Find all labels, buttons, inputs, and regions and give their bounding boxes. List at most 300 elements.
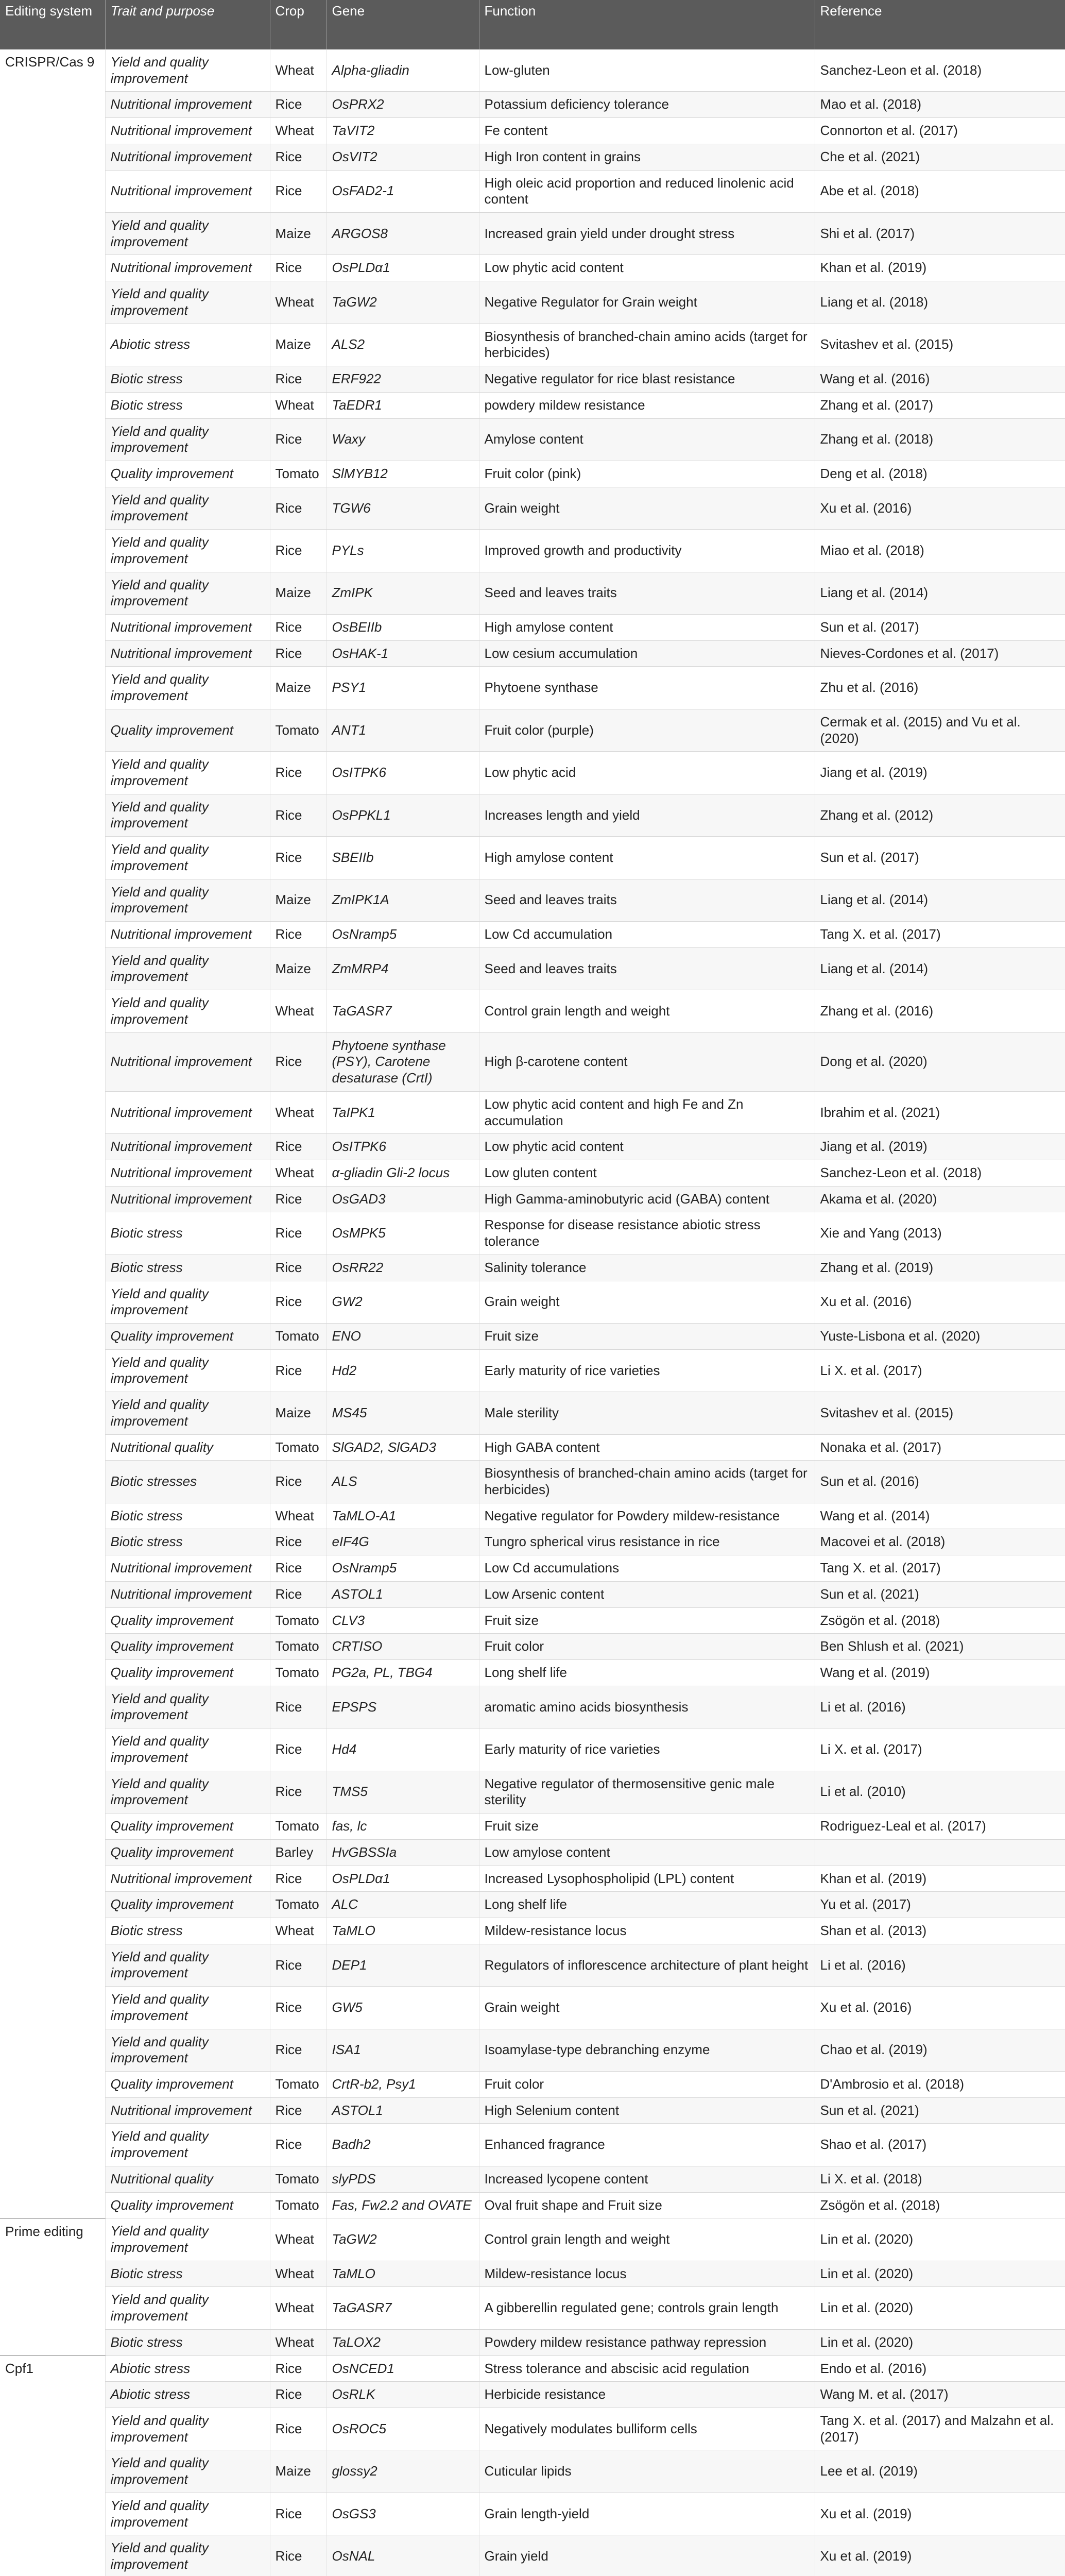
- trait-cell: Quality improvement: [105, 1892, 270, 1918]
- function-cell: High GABA content: [479, 1434, 815, 1461]
- reference-cell[interactable]: Sun et al. (2017): [815, 614, 1065, 640]
- reference-cell[interactable]: Xu et al. (2019): [815, 2493, 1065, 2535]
- reference-cell[interactable]: Wang et al. (2014): [815, 1503, 1065, 1529]
- trait-cell: Yield and quality improvement: [105, 49, 270, 92]
- crop-cell: Rice: [270, 794, 327, 836]
- function-cell: Increased lycopene content: [479, 2166, 815, 2192]
- reference-cell[interactable]: Xu et al. (2016): [815, 487, 1065, 529]
- crop-cell: Wheat: [270, 49, 327, 92]
- trait-cell: Yield and quality improvement: [105, 2408, 270, 2450]
- reference-cell[interactable]: Li et al. (2016): [815, 1686, 1065, 1728]
- crop-cell: Rice: [270, 752, 327, 794]
- reference-cell[interactable]: Khan et al. (2019): [815, 1866, 1065, 1892]
- trait-cell: Yield and quality improvement: [105, 1686, 270, 1728]
- trait-cell: Quality improvement: [105, 1323, 270, 1349]
- reference-cell[interactable]: Liang et al. (2018): [815, 281, 1065, 324]
- function-cell: Low cesium accumulation: [479, 640, 815, 667]
- table-row: [0, 572, 1065, 614]
- gene-cell: TMS5: [327, 1771, 479, 1813]
- crop-cell: Tomato: [270, 2071, 327, 2097]
- reference-cell[interactable]: [815, 1839, 1065, 1866]
- trait-cell: Nutritional improvement: [105, 922, 270, 948]
- table-row: [0, 2097, 1065, 2124]
- trait-cell: Biotic stress: [105, 2329, 270, 2355]
- crop-cell: Wheat: [270, 281, 327, 324]
- trait-cell: Nutritional improvement: [105, 1160, 270, 1186]
- gene-cell: GW2: [327, 1281, 479, 1323]
- table-row: [0, 1581, 1065, 1607]
- reference-cell[interactable]: Lin et al. (2020): [815, 2261, 1065, 2287]
- crop-cell: Maize: [270, 324, 327, 366]
- crop-cell: Tomato: [270, 1323, 327, 1349]
- crop-cell: Wheat: [270, 1503, 327, 1529]
- reference-cell[interactable]: Zhang et al. (2016): [815, 990, 1065, 1032]
- reference-cell[interactable]: Miao et al. (2018): [815, 530, 1065, 572]
- function-cell: Increased Lysophospholipid (LPL) content: [479, 1866, 815, 1892]
- table-row: [0, 118, 1065, 144]
- reference-cell[interactable]: Li et al. (2016): [815, 1944, 1065, 1986]
- reference-cell[interactable]: Li X. et al. (2017): [815, 1349, 1065, 1392]
- table-row: [0, 667, 1065, 709]
- reference-cell[interactable]: Cermak et al. (2015) and Vu et al. (2020): [815, 709, 1065, 751]
- crop-cell: Rice: [270, 2493, 327, 2535]
- reference-cell[interactable]: Deng et al. (2018): [815, 461, 1065, 487]
- table-row: [0, 487, 1065, 529]
- crop-cell: Rice: [270, 144, 327, 170]
- function-cell: High Gamma-aminobutyric acid (GABA) content: [479, 1186, 815, 1212]
- reference-cell[interactable]: Connorton et al. (2017): [815, 118, 1065, 144]
- gene-cell: OsITPK6: [327, 1134, 479, 1160]
- function-cell: Fruit size: [479, 1607, 815, 1634]
- crop-cell: Rice: [270, 1944, 327, 1986]
- table-row: [0, 170, 1065, 212]
- table-row: [0, 255, 1065, 281]
- crop-cell: Rice: [270, 1529, 327, 1555]
- crop-cell: Rice: [270, 418, 327, 461]
- function-cell: Response for disease resistance abiotic stress tolerance: [479, 1212, 815, 1255]
- editing-system-cell: Prime editing: [0, 2218, 105, 2355]
- gene-cell: TaMLO-A1: [327, 1503, 479, 1529]
- gene-cell: α-gliadin Gli-2 locus: [327, 1160, 479, 1186]
- trait-cell: Yield and quality improvement: [105, 2535, 270, 2576]
- table-row: [0, 1186, 1065, 1212]
- reference-cell[interactable]: Mao et al. (2018): [815, 92, 1065, 118]
- crop-cell: Tomato: [270, 1892, 327, 1918]
- reference-cell[interactable]: Lee et al. (2019): [815, 2450, 1065, 2493]
- trait-cell: Yield and quality improvement: [105, 794, 270, 836]
- gene-cell: slyPDS: [327, 2166, 479, 2192]
- trait-cell: Quality improvement: [105, 709, 270, 751]
- trait-cell: Biotic stress: [105, 1503, 270, 1529]
- trait-cell: Biotic stress: [105, 366, 270, 393]
- reference-cell[interactable]: Li X. et al. (2017): [815, 1728, 1065, 1771]
- gene-cell: Phytoene synthase (PSY), Carotene desaturase (CrtI): [327, 1032, 479, 1091]
- function-cell: Long shelf life: [479, 1660, 815, 1686]
- table-row: [0, 1461, 1065, 1503]
- gene-cell: TaVIT2: [327, 118, 479, 144]
- table-row: [0, 990, 1065, 1032]
- crop-cell: Rice: [270, 2355, 327, 2382]
- crop-cell: Rice: [270, 1987, 327, 2029]
- trait-cell: Yield and quality improvement: [105, 1944, 270, 1986]
- gene-cell: OsRR22: [327, 1255, 479, 1281]
- crop-cell: Wheat: [270, 1091, 327, 1133]
- gene-cell: ASTOL1: [327, 2097, 479, 2124]
- reference-cell[interactable]: Ben Shlush et al. (2021): [815, 1634, 1065, 1660]
- gene-cell: OsNramp5: [327, 922, 479, 948]
- gene-cell: PG2a, PL, TBG4: [327, 1660, 479, 1686]
- function-cell: High Selenium content: [479, 2097, 815, 2124]
- crop-cell: Rice: [270, 530, 327, 572]
- function-cell: Mildew-resistance locus: [479, 1918, 815, 1944]
- table-row: [0, 1728, 1065, 1771]
- crop-cell: Rice: [270, 1032, 327, 1091]
- reference-cell[interactable]: Svitashev et al. (2015): [815, 1392, 1065, 1434]
- gene-cell: EPSPS: [327, 1686, 479, 1728]
- table-row: [0, 1987, 1065, 2029]
- reference-cell[interactable]: Shao et al. (2017): [815, 2124, 1065, 2166]
- trait-cell: Biotic stress: [105, 2261, 270, 2287]
- crop-cell: Rice: [270, 1866, 327, 1892]
- function-cell: Grain yield: [479, 2535, 815, 2576]
- reference-cell[interactable]: Sun et al. (2017): [815, 837, 1065, 879]
- gene-cell: OsGS3: [327, 2493, 479, 2535]
- reference-cell[interactable]: Xu et al. (2016): [815, 1987, 1065, 2029]
- crop-cell: Wheat: [270, 392, 327, 418]
- gene-cell: Waxy: [327, 418, 479, 461]
- table-row: [0, 1392, 1065, 1434]
- function-cell: Negative regulator of thermosensitive genic male sterility: [479, 1771, 815, 1813]
- gene-cell: CRTISO: [327, 1634, 479, 1660]
- reference-cell[interactable]: Zhu et al. (2016): [815, 667, 1065, 709]
- gene-cell: ERF922: [327, 366, 479, 393]
- reference-cell[interactable]: Endo et al. (2016): [815, 2355, 1065, 2382]
- crop-cell: Wheat: [270, 990, 327, 1032]
- function-cell: High amylose content: [479, 614, 815, 640]
- reference-cell[interactable]: Jiang et al. (2019): [815, 752, 1065, 794]
- table-row: [0, 1607, 1065, 1634]
- reference-cell[interactable]: Jiang et al. (2019): [815, 1134, 1065, 1160]
- header-crop: Crop: [270, 0, 327, 49]
- crop-cell: Rice: [270, 2535, 327, 2576]
- function-cell: Salinity tolerance: [479, 1255, 815, 1281]
- table-header: [0, 0, 1065, 49]
- function-cell: Cuticular lipids: [479, 2450, 815, 2493]
- crop-cell: Tomato: [270, 1660, 327, 1686]
- function-cell: Biosynthesis of branched-chain amino acids (target for herbicides): [479, 1461, 815, 1503]
- gene-cell: ZmIPK: [327, 572, 479, 614]
- reference-cell[interactable]: Liang et al. (2014): [815, 572, 1065, 614]
- table-row: [0, 2408, 1065, 2450]
- gene-cell: CrtR-b2, Psy1: [327, 2071, 479, 2097]
- crop-cell: Rice: [270, 1771, 327, 1813]
- trait-cell: Biotic stresses: [105, 1461, 270, 1503]
- function-cell: Grain weight: [479, 487, 815, 529]
- table-row: [0, 1866, 1065, 1892]
- gene-cell: TGW6: [327, 487, 479, 529]
- reference-cell[interactable]: Zhang et al. (2012): [815, 794, 1065, 836]
- reference-cell[interactable]: Xu et al. (2016): [815, 1281, 1065, 1323]
- trait-cell: Abiotic stress: [105, 324, 270, 366]
- reference-cell[interactable]: Sanchez-Leon et al. (2018): [815, 49, 1065, 92]
- table-row: [0, 2287, 1065, 2329]
- reference-cell[interactable]: Zsögön et al. (2018): [815, 2192, 1065, 2218]
- crop-cell: Rice: [270, 614, 327, 640]
- table-row: [0, 1814, 1065, 1840]
- reference-cell[interactable]: Sun et al. (2021): [815, 2097, 1065, 2124]
- trait-cell: Nutritional improvement: [105, 614, 270, 640]
- reference-cell[interactable]: Li X. et al. (2018): [815, 2166, 1065, 2192]
- crop-cell: Rice: [270, 2029, 327, 2071]
- table-row: [0, 2329, 1065, 2355]
- function-cell: Amylose content: [479, 418, 815, 461]
- reference-cell[interactable]: Liang et al. (2014): [815, 879, 1065, 921]
- reference-cell[interactable]: Ibrahim et al. (2021): [815, 1091, 1065, 1133]
- section-group: [0, 2355, 1065, 2576]
- gene-cell: Badh2: [327, 2124, 479, 2166]
- trait-cell: Yield and quality improvement: [105, 1349, 270, 1392]
- reference-cell[interactable]: Sanchez-Leon et al. (2018): [815, 1160, 1065, 1186]
- reference-cell[interactable]: Abe et al. (2018): [815, 170, 1065, 212]
- gene-cell: OsPLDα1: [327, 255, 479, 281]
- gene-cell: OsRLK: [327, 2382, 479, 2408]
- table-row: [0, 752, 1065, 794]
- gene-cell: ARGOS8: [327, 213, 479, 255]
- function-cell: Long shelf life: [479, 1892, 815, 1918]
- gene-cell: OsVIT2: [327, 144, 479, 170]
- reference-cell[interactable]: Sun et al. (2021): [815, 1581, 1065, 1607]
- function-cell: Negative regulator for rice blast resistance: [479, 366, 815, 393]
- function-cell: Low phytic acid content: [479, 255, 815, 281]
- function-cell: Tungro spherical virus resistance in rice: [479, 1529, 815, 1555]
- function-cell: Fe content: [479, 118, 815, 144]
- gene-cell: OsGAD3: [327, 1186, 479, 1212]
- table-row: [0, 1255, 1065, 1281]
- crop-cell: Rice: [270, 1728, 327, 1771]
- crop-cell: Rice: [270, 366, 327, 393]
- reference-cell[interactable]: Xie and Yang (2013): [815, 1212, 1065, 1255]
- table-row: [0, 2450, 1065, 2493]
- trait-cell: Yield and quality improvement: [105, 1728, 270, 1771]
- reference-cell[interactable]: Zhang et al. (2017): [815, 392, 1065, 418]
- reference-cell[interactable]: Li et al. (2010): [815, 1771, 1065, 1813]
- reference-cell[interactable]: Zhang et al. (2019): [815, 1255, 1065, 1281]
- table-row: [0, 947, 1065, 990]
- table-row: [0, 640, 1065, 667]
- reference-cell[interactable]: Tang X. et al. (2017) and Malzahn et al. (2017): [815, 2408, 1065, 2450]
- function-cell: Negative Regulator for Grain weight: [479, 281, 815, 324]
- reference-cell[interactable]: Chao et al. (2019): [815, 2029, 1065, 2071]
- table-row: [0, 879, 1065, 921]
- crop-cell: Rice: [270, 1281, 327, 1323]
- reference-cell[interactable]: Dong et al. (2020): [815, 1032, 1065, 1091]
- trait-cell: Yield and quality improvement: [105, 572, 270, 614]
- trait-cell: Nutritional improvement: [105, 1581, 270, 1607]
- crop-cell: Tomato: [270, 1434, 327, 1461]
- function-cell: Powdery mildew resistance pathway repression: [479, 2329, 815, 2355]
- function-cell: Negatively modulates bulliform cells: [479, 2408, 815, 2450]
- trait-cell: Yield and quality improvement: [105, 947, 270, 990]
- gene-cell: ISA1: [327, 2029, 479, 2071]
- gene-cell: OsPPKL1: [327, 794, 479, 836]
- crop-cell: Rice: [270, 1134, 327, 1160]
- crop-cell: Rice: [270, 1349, 327, 1392]
- function-cell: A gibberellin regulated gene; controls grain length: [479, 2287, 815, 2329]
- reference-cell[interactable]: Tang X. et al. (2017): [815, 922, 1065, 948]
- crop-cell: Rice: [270, 1186, 327, 1212]
- reference-cell[interactable]: Khan et al. (2019): [815, 255, 1065, 281]
- crop-cell: Rice: [270, 1686, 327, 1728]
- table-row: [0, 1918, 1065, 1944]
- gene-cell: ANT1: [327, 709, 479, 751]
- gene-cell: HvGBSSIa: [327, 1839, 479, 1866]
- reference-cell[interactable]: Lin et al. (2020): [815, 2287, 1065, 2329]
- crop-cell: Wheat: [270, 2261, 327, 2287]
- gene-cell: DEP1: [327, 1944, 479, 1986]
- crop-cell: Tomato: [270, 2166, 327, 2192]
- gene-cell: CLV3: [327, 1607, 479, 1634]
- table-row: [0, 1281, 1065, 1323]
- trait-cell: Nutritional improvement: [105, 92, 270, 118]
- function-cell: Control grain length and weight: [479, 2218, 815, 2261]
- editing-system-cell: CRISPR/Cas 9: [0, 49, 105, 2218]
- crop-cell: Wheat: [270, 2218, 327, 2261]
- gene-cell: eIF4G: [327, 1529, 479, 1555]
- trait-cell: Biotic stress: [105, 1918, 270, 1944]
- function-cell: Oval fruit shape and Fruit size: [479, 2192, 815, 2218]
- reference-cell[interactable]: Macovei et al. (2018): [815, 1529, 1065, 1555]
- function-cell: Fruit color: [479, 2071, 815, 2097]
- reference-cell[interactable]: Zsögön et al. (2018): [815, 1607, 1065, 1634]
- table-row: [0, 49, 1065, 92]
- section-group: [0, 49, 1065, 2218]
- table-row: [0, 1634, 1065, 1660]
- gene-cell: OsBEIIb: [327, 614, 479, 640]
- crop-cell: Wheat: [270, 1160, 327, 1186]
- function-cell: Grain length-yield: [479, 2493, 815, 2535]
- header-function: Function: [479, 0, 815, 49]
- crop-cell: Maize: [270, 947, 327, 990]
- function-cell: High Iron content in grains: [479, 144, 815, 170]
- reference-cell[interactable]: Zhang et al. (2018): [815, 418, 1065, 461]
- trait-cell: Abiotic stress: [105, 2382, 270, 2408]
- table-row: [0, 1212, 1065, 1255]
- gene-cell: OsNCED1: [327, 2355, 479, 2382]
- crop-cell: Tomato: [270, 1814, 327, 1840]
- function-cell: Fruit size: [479, 1323, 815, 1349]
- header-editing-system: Editing system: [0, 0, 105, 49]
- gene-cell: OsPLDα1: [327, 1866, 479, 1892]
- reference-cell[interactable]: Rodriguez-Leal et al. (2017): [815, 1814, 1065, 1840]
- function-cell: Herbicide resistance: [479, 2382, 815, 2408]
- table-row: [0, 614, 1065, 640]
- function-cell: Seed and leaves traits: [479, 947, 815, 990]
- reference-cell[interactable]: Che et al. (2021): [815, 144, 1065, 170]
- reference-cell[interactable]: Sun et al. (2016): [815, 1461, 1065, 1503]
- table-row: [0, 1555, 1065, 1582]
- trait-cell: Yield and quality improvement: [105, 1392, 270, 1434]
- trait-cell: Nutritional improvement: [105, 1032, 270, 1091]
- trait-cell: Abiotic stress: [105, 2355, 270, 2382]
- gene-cell: TaIPK1: [327, 1091, 479, 1133]
- crop-cell: Tomato: [270, 1607, 327, 1634]
- table-row: [0, 837, 1065, 879]
- reference-cell[interactable]: Yu et al. (2017): [815, 1892, 1065, 1918]
- reference-cell[interactable]: Nieves-Cordones et al. (2017): [815, 640, 1065, 667]
- reference-cell[interactable]: Wang et al. (2019): [815, 1660, 1065, 1686]
- crop-cell: Rice: [270, 1581, 327, 1607]
- function-cell: Low phytic acid content: [479, 1134, 815, 1160]
- gene-cell: TaGASR7: [327, 2287, 479, 2329]
- reference-cell[interactable]: Svitashev et al. (2015): [815, 324, 1065, 366]
- reference-cell[interactable]: Yuste-Lisbona et al. (2020): [815, 1323, 1065, 1349]
- table-row: [0, 2192, 1065, 2218]
- function-cell: Low-gluten: [479, 49, 815, 92]
- table-row: [0, 366, 1065, 393]
- header-row: [0, 0, 1065, 49]
- crop-cell: Rice: [270, 922, 327, 948]
- gene-cell: ZmMRP4: [327, 947, 479, 990]
- trait-cell: Yield and quality improvement: [105, 879, 270, 921]
- function-cell: Low phytic acid: [479, 752, 815, 794]
- function-cell: Mildew-resistance locus: [479, 2261, 815, 2287]
- trait-cell: Yield and quality improvement: [105, 1771, 270, 1813]
- function-cell: Enhanced fragrance: [479, 2124, 815, 2166]
- gene-cell: ASTOL1: [327, 1581, 479, 1607]
- gene-cell: MS45: [327, 1392, 479, 1434]
- gene-cell: OsHAK-1: [327, 640, 479, 667]
- gene-cell: TaMLO: [327, 1918, 479, 1944]
- gene-cell: ALS: [327, 1461, 479, 1503]
- header-gene: Gene: [327, 0, 479, 49]
- trait-cell: Nutritional quality: [105, 1434, 270, 1461]
- reference-cell[interactable]: Lin et al. (2020): [815, 2218, 1065, 2261]
- table-row: [0, 144, 1065, 170]
- crop-cell: Rice: [270, 2382, 327, 2408]
- reference-cell[interactable]: Wang et al. (2016): [815, 366, 1065, 393]
- trait-cell: Nutritional improvement: [105, 118, 270, 144]
- reference-cell[interactable]: Lin et al. (2020): [815, 2329, 1065, 2355]
- function-cell: Potassium deficiency tolerance: [479, 92, 815, 118]
- reference-cell[interactable]: Wang M. et al. (2017): [815, 2382, 1065, 2408]
- table-row: [0, 1686, 1065, 1728]
- table-row: [0, 1771, 1065, 1813]
- crop-cell: Maize: [270, 213, 327, 255]
- trait-cell: Quality improvement: [105, 1839, 270, 1866]
- reference-cell[interactable]: D'Ambrosio et al. (2018): [815, 2071, 1065, 2097]
- reference-cell[interactable]: Liang et al. (2014): [815, 947, 1065, 990]
- table-row: [0, 922, 1065, 948]
- reference-cell[interactable]: Xu et al. (2019): [815, 2535, 1065, 2576]
- gene-cell: SBEIIb: [327, 837, 479, 879]
- trait-cell: Nutritional improvement: [105, 1091, 270, 1133]
- crop-cell: Wheat: [270, 1918, 327, 1944]
- table-row: [0, 2493, 1065, 2535]
- reference-cell[interactable]: Shan et al. (2013): [815, 1918, 1065, 1944]
- reference-cell[interactable]: Nonaka et al. (2017): [815, 1434, 1065, 1461]
- gene-cell: OsFAD2-1: [327, 170, 479, 212]
- reference-cell[interactable]: Tang X. et al. (2017): [815, 1555, 1065, 1582]
- trait-cell: Nutritional improvement: [105, 1186, 270, 1212]
- gene-cell: PYLs: [327, 530, 479, 572]
- function-cell: Phytoene synthase: [479, 667, 815, 709]
- function-cell: Low phytic acid content and high Fe and Zn accumulation: [479, 1091, 815, 1133]
- reference-cell[interactable]: Shi et al. (2017): [815, 213, 1065, 255]
- crop-cell: Maize: [270, 879, 327, 921]
- reference-cell[interactable]: Akama et al. (2020): [815, 1186, 1065, 1212]
- gene-cell: OsNAL: [327, 2535, 479, 2576]
- gene-cell: SlMYB12: [327, 461, 479, 487]
